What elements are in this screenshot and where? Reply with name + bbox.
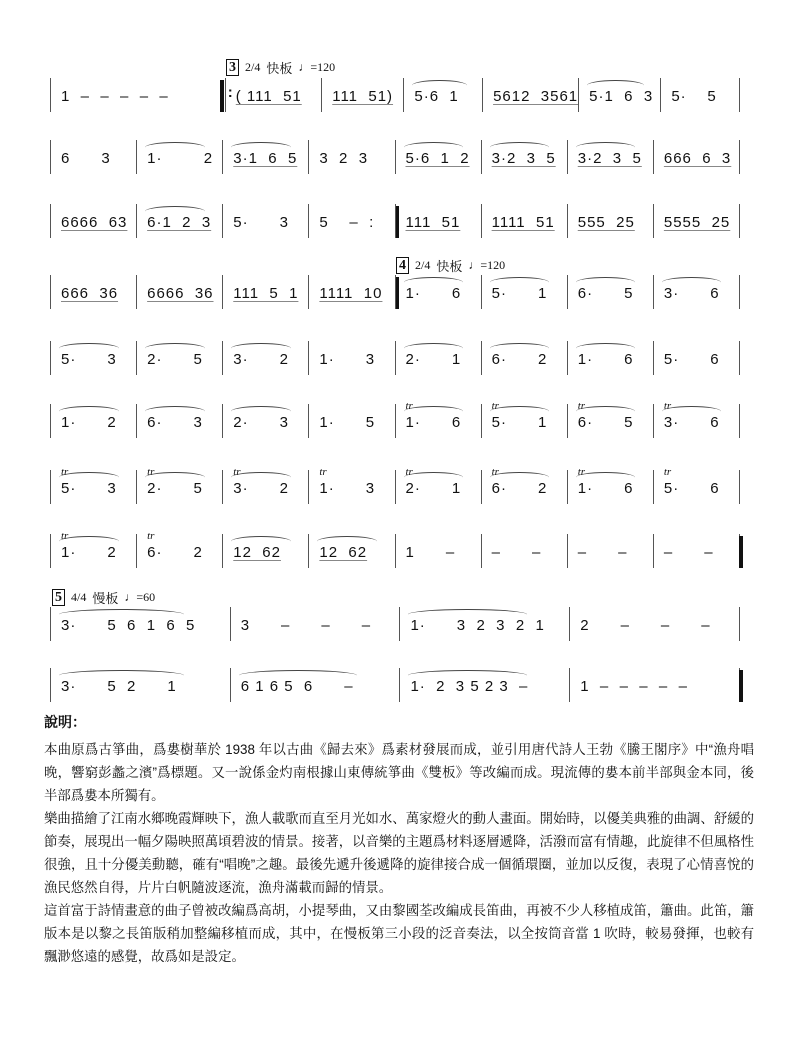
measure <box>567 466 653 504</box>
staff-line <box>50 204 740 238</box>
measure <box>50 466 136 504</box>
measure <box>482 78 578 112</box>
slur-arc <box>317 536 377 547</box>
final-barline <box>739 536 743 568</box>
measure-notes: 1 – – – – – <box>580 678 688 695</box>
slur-arc <box>576 343 636 354</box>
measure <box>136 341 222 375</box>
measure <box>481 140 567 174</box>
measure-notes: 3 – – – <box>240 617 372 634</box>
measure <box>136 140 222 174</box>
measure-notes: 12 62 <box>319 544 368 561</box>
measure <box>567 140 653 174</box>
measure-notes: 2· 1 <box>405 351 462 368</box>
measure <box>50 204 136 238</box>
measure-notes: 1· 3 <box>319 351 376 368</box>
slur-arc <box>490 343 550 354</box>
measure-notes: 3· 6 <box>663 414 720 431</box>
measure-notes: 3·2 3 5 <box>491 150 556 167</box>
slur-arc <box>231 343 291 354</box>
measure-notes: 1· 2 <box>61 544 117 561</box>
slur-arc <box>412 80 466 91</box>
measure-notes: 666 36 <box>61 285 119 302</box>
trill-mark: tr <box>147 530 155 542</box>
measure <box>50 607 230 641</box>
staff-line <box>50 275 740 309</box>
trill-mark: tr <box>577 466 586 478</box>
measure <box>225 78 321 112</box>
measure <box>567 275 653 309</box>
section-number: 5 <box>52 589 65 606</box>
measure-notes: 5·6 1 <box>414 88 459 105</box>
measure-notes: 6 3 <box>61 150 111 167</box>
slur-arc <box>404 343 464 354</box>
measure-notes: 1· 6 <box>577 351 634 368</box>
tempo-term: 快板 <box>436 259 463 274</box>
measure <box>136 404 222 438</box>
trill-mark: tr <box>319 466 327 478</box>
measure <box>481 341 567 375</box>
measure-notes: 1111 10 <box>319 285 383 302</box>
trill-mark: tr <box>663 400 672 412</box>
measure <box>653 534 740 568</box>
measure <box>136 275 222 309</box>
measure-notes: – – <box>491 544 542 561</box>
measure-notes: 2 – – – <box>580 617 711 634</box>
explanation-paragraph: 本曲原爲古箏曲，爲婁樹華於 1938 年以古曲《歸去來》爲素材發展而成，並引用唐代詩人王勃《騰王閣序》中“漁舟唱晚，響窮彭蠡之濱”爲標題。又一說係金灼南根據山東傳統箏曲《雙板》等改編而成。現流傳的婁本前半部與金本同，後半部爲婁本所獨有。 <box>44 742 754 803</box>
staff-line <box>50 607 740 641</box>
explanation-section <box>44 712 754 968</box>
measure <box>222 466 308 504</box>
time-signature: 2/4 <box>245 60 261 74</box>
measure-notes: 1 – – – – – <box>61 88 169 105</box>
measure <box>308 534 394 568</box>
measure <box>50 78 225 112</box>
measure <box>395 400 481 438</box>
tempo-term: 快板 <box>266 61 293 76</box>
measure <box>660 78 740 112</box>
final-barline <box>739 670 743 702</box>
measure-notes: 6666 36 <box>147 285 214 302</box>
measure-notes: 5· 3 <box>61 351 117 368</box>
measure-notes: 1111 51 <box>491 214 555 231</box>
measure <box>136 466 222 504</box>
section-number: 3 <box>226 59 239 76</box>
trill-mark: tr <box>61 530 69 542</box>
tempo-term: 慢板 <box>92 591 119 606</box>
measure <box>321 78 403 112</box>
measure <box>653 140 740 174</box>
trill-mark: tr <box>405 466 413 478</box>
measure <box>481 466 567 504</box>
measure-notes: 1· 6 <box>405 414 462 431</box>
trill-mark: tr <box>233 466 241 478</box>
trill-mark: tr <box>491 400 499 412</box>
measure-notes: 6· 5 <box>577 285 634 302</box>
measure-notes: 1· 6 <box>577 480 634 497</box>
measure <box>567 400 653 438</box>
repeat-start-barline <box>220 80 224 112</box>
trill-mark: tr <box>491 466 499 478</box>
measure-notes: 3· 5 6 1 6 5 <box>61 617 196 634</box>
metronome-mark: ♩=120 <box>468 258 506 272</box>
explanation-title: 說明： <box>44 714 86 730</box>
measure <box>308 140 394 174</box>
time-signature: 2/4 <box>415 258 431 272</box>
measure <box>395 466 481 504</box>
measure-notes: 5· 5 <box>671 88 717 105</box>
measure <box>395 341 481 375</box>
measure <box>222 404 308 438</box>
measure <box>481 400 567 438</box>
slur-arc <box>145 343 205 354</box>
measure <box>395 534 481 568</box>
measure <box>653 275 740 309</box>
measure <box>481 204 567 238</box>
measure <box>222 275 308 309</box>
measure-notes: 1· 3 2 3 2 1 <box>410 617 545 634</box>
slur-arc <box>231 142 291 153</box>
measure-notes: 5·6 1 2 <box>405 150 470 167</box>
staff-line <box>50 78 740 112</box>
measure-notes: – – <box>663 544 714 561</box>
slur-arc <box>145 142 205 153</box>
measure <box>230 668 400 702</box>
measure-notes: 6· 2 <box>147 544 203 561</box>
explanation-paragraph: 樂曲描繪了江南水鄉晚霞輝映下，漁人載歌而直至月光如水、萬家燈火的動人畫面。開始時，以優美典雅的曲調、舒緩的節奏，展現出一幅夕陽映照萬頃碧波的情景。接著，以音樂的主題爲材料逐層遞降，活潑而富有情趣，此旋律不但風格性很強，且十分優美動聽，確有“唱晚”之趣。最後先遞升後遞降的旋律接合成一個循環圈，並加以反復，表現了心情喜悅的漁民悠然自得，片片白帆隨波逐流，漁舟滿載而歸的情景。 <box>44 811 754 895</box>
measure-notes: 111 51) <box>332 88 394 105</box>
measure-notes: 6·1 2 3 <box>147 214 212 231</box>
measure-notes: 2· 3 <box>233 414 289 431</box>
measure-notes: 5·1 6 3 <box>589 88 654 105</box>
measure-notes: 6· 2 <box>491 480 548 497</box>
measure-notes: 5· 1 <box>491 285 548 302</box>
measure-notes: 6 1 6 5 6 – <box>240 678 354 695</box>
measure <box>222 534 308 568</box>
measure <box>395 140 481 174</box>
measure-notes: – – <box>577 544 628 561</box>
measure <box>308 341 394 375</box>
measure <box>136 204 222 238</box>
measure <box>399 607 569 641</box>
trill-mark: tr <box>147 466 155 478</box>
measure-notes: 5· 3 <box>233 214 289 231</box>
measure <box>399 668 569 702</box>
measure-notes: 3· 2 <box>233 480 289 497</box>
measure-notes: 111 5 1 <box>233 285 299 302</box>
slur-arc <box>662 277 722 288</box>
measure-notes: 111 51 <box>405 214 461 231</box>
slur-arc <box>408 609 526 620</box>
measure-notes: 555 25 <box>577 214 635 231</box>
slur-arc <box>587 80 644 91</box>
measure-notes: 1· 2 <box>61 414 117 431</box>
trill-mark: tr <box>61 466 69 478</box>
measure <box>50 140 136 174</box>
staff-line <box>50 466 740 504</box>
measure <box>222 204 308 238</box>
time-signature: 4/4 <box>71 590 87 604</box>
measure <box>395 204 481 238</box>
staff-line <box>50 530 740 568</box>
measure <box>308 466 394 504</box>
measure-notes: 6· 2 <box>491 351 548 368</box>
slur-arc <box>59 609 184 620</box>
metronome-mark: ♩=60 <box>124 590 156 604</box>
slur-arc <box>576 277 636 288</box>
section-marker-5 <box>52 588 155 607</box>
measure <box>50 275 136 309</box>
measure-notes: 3·1 6 5 <box>233 150 298 167</box>
measure-notes: 5· 6 <box>663 351 720 368</box>
measure <box>569 668 740 702</box>
staff-line <box>50 668 740 702</box>
measure-notes: 5555 25 <box>663 214 731 231</box>
measure-notes: 1· 3 <box>319 480 376 497</box>
staff-line <box>50 400 740 438</box>
measure-notes: 2· 5 <box>147 480 203 497</box>
slur-arc <box>490 142 550 153</box>
measure <box>50 341 136 375</box>
measure-notes: 1 – <box>405 544 456 561</box>
measure-notes: 3·2 3 5 <box>577 150 642 167</box>
slur-arc <box>408 670 526 681</box>
measure-notes: 5· 3 <box>61 480 117 497</box>
measure-notes: 6· 3 <box>147 414 203 431</box>
measure <box>653 204 740 238</box>
slur-arc <box>576 142 636 153</box>
measure-notes: 2· 5 <box>147 351 203 368</box>
measure <box>481 534 567 568</box>
measure-notes: ( 111 51 <box>235 88 302 105</box>
measure-notes: 2· 1 <box>405 480 462 497</box>
measure <box>481 275 567 309</box>
slur-arc <box>59 670 184 681</box>
slur-arc <box>231 406 291 417</box>
slur-arc <box>59 406 119 417</box>
slur-arc <box>404 277 464 288</box>
measure <box>308 275 394 309</box>
slur-arc <box>59 343 119 354</box>
measure-notes: 3 2 3 <box>319 150 369 167</box>
slur-arc <box>404 142 464 153</box>
measure <box>136 530 222 568</box>
measure <box>403 78 482 112</box>
measure <box>230 607 400 641</box>
measure-notes: 12 62 <box>233 544 281 561</box>
measure-notes: 5612 3561 <box>493 88 579 105</box>
trill-mark: tr <box>663 466 672 478</box>
measure-notes: 5 – : <box>319 214 375 231</box>
measure <box>569 607 740 641</box>
trill-mark: tr <box>405 400 413 412</box>
trill-mark: tr <box>577 400 586 412</box>
measure-notes: 6666 63 <box>61 214 128 231</box>
measure-notes: 1· 6 <box>405 285 462 302</box>
measure <box>567 534 653 568</box>
slur-arc <box>145 406 205 417</box>
measure-notes: 3· 6 <box>663 285 720 302</box>
measure <box>308 404 394 438</box>
slur-arc <box>490 277 550 288</box>
section-number: 4 <box>396 257 409 274</box>
measure <box>308 204 394 238</box>
measure-notes: 1· 5 <box>319 414 376 431</box>
section-marker-4 <box>396 256 505 275</box>
measure <box>222 140 308 174</box>
staff-line <box>50 140 740 174</box>
measure-notes: 3· 2 <box>233 351 289 368</box>
measure-notes: 666 6 3 <box>663 150 732 167</box>
measure <box>395 275 481 309</box>
measure-notes: 5· 1 <box>491 414 548 431</box>
repeat-dots: : <box>227 84 233 101</box>
slur-arc <box>145 206 205 217</box>
measure <box>653 466 740 504</box>
measure <box>567 204 653 238</box>
measure-notes: 1· 2 3 5 2 3 – <box>410 678 529 695</box>
staff-line <box>50 341 740 375</box>
measure-notes: 3· 5 2 1 <box>61 678 177 695</box>
metronome-mark: ♩=120 <box>298 60 336 74</box>
section-marker-3 <box>226 58 335 77</box>
measure <box>50 530 136 568</box>
measure <box>50 668 230 702</box>
measure <box>653 341 740 375</box>
measure-notes: 6· 5 <box>577 414 634 431</box>
measure <box>653 400 740 438</box>
measure <box>50 404 136 438</box>
slur-arc <box>239 670 357 681</box>
measure <box>578 78 660 112</box>
measure <box>567 341 653 375</box>
measure <box>222 341 308 375</box>
measure-notes: 1· 2 <box>147 150 214 167</box>
explanation-paragraph: 這首富于詩情畫意的曲子曾被改編爲高胡，小提琴曲，又由黎國荃改編成長笛曲，再被不少人移植成笛，簫曲。此笛，簫版本是以黎之長笛版稍加整編移植而成，其中，在慢板第三小段的泛音奏法，以全按筒音當 1 吹時，較易發揮，也較有飄渺悠遠的感覺，故爲如是設定。 <box>44 903 754 964</box>
measure-notes: 5· 6 <box>663 480 720 497</box>
slur-arc <box>231 536 291 547</box>
